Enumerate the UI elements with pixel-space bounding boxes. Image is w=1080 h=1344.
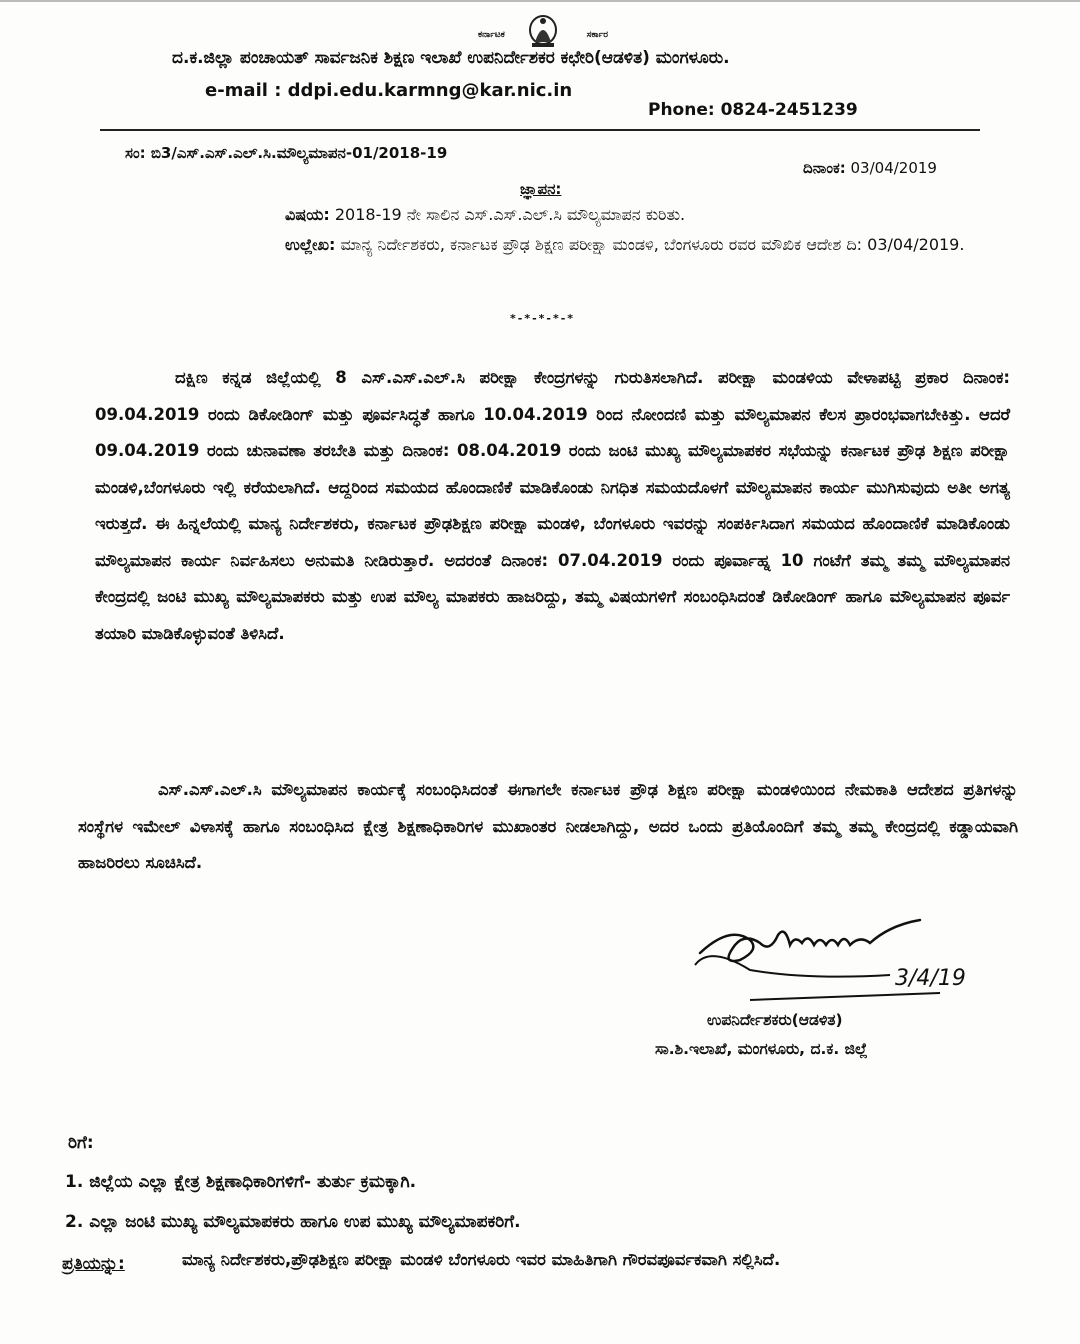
date-value: 03/04/2019: [850, 159, 937, 177]
handwritten-signature: [690, 905, 966, 1015]
office-phone: Phone: 0824-2451239: [648, 100, 858, 120]
recipient-item-1: 1. ಜಿಲ್ಲೆಯ ಎಲ್ಲಾ ಕ್ಷೇತ್ರ ಶಿಕ್ಷಣಾಧಿಕಾರಿಗಳಿಗೆ- ತುರ್ತು ಕ್ರಮಕ್ಕಾಗಿ.: [65, 1172, 417, 1192]
recipient-item-2: 2. ಎಲ್ಲಾ ಜಂಟಿ ಮುಖ್ಯ ಮೌಲ್ಯಮಾಪಕರು ಹಾಗೂ ಉಪ ಮುಖ್ಯ ಮೌಲ್ಯಮಾಪಕರಿಗೆ.: [65, 1212, 521, 1232]
copy-label: ಪ್ರತಿಯನ್ನು:: [62, 1254, 125, 1274]
office-name: ದ.ಕ.ಜಿಲ್ಲಾ ಪಂಚಾಯತ್ ಸಾರ್ವಜನಿಕ ಶಿಕ್ಷಣ ಇಲಾಖೆ ಉಪನಿರ್ದೇಶಕರ ಕಛೇರಿ(ಆಡಳಿತ) ಮಂಗಳೂರು.: [172, 48, 730, 68]
notice-title: ಜ್ಞಾಪನ:: [520, 180, 562, 198]
top-edge: [0, 0, 1080, 2]
body-paragraph-2: ಎಸ್.ಎಸ್.ಎಲ್.ಸಿ ಮೌಲ್ಯಮಾಪನ ಕಾರ್ಯಕ್ಕೆ ಸಂಬಂಧಿಸಿದಂತೆ ಈಗಾಗಲೇ ಕರ್ನಾಟಕ ಪ್ರೌಢ ಶಿಕ್ಷಣ ಪರೀಕ್ಷಾ ಮಂಡಳಿಯಿಂದ ನೇಮಕಾತಿ ಆದೇಶದ ಪ್ರತಿಗಳನ್ನು ಸಂಸ್ಥೆಗಳ ಇಮೇಲ್ ವಿಳಾಸಕ್ಕೆ ಹಾಗೂ ಸಂಬಂಧಿಸಿದ ಕ್ಷೇತ್ರ ಶಿಕ್ಷಣಾಧಿಕಾರಿಗಳ ಮುಖಾಂತರ ನೀಡಲಾಗಿದ್ದು, ಅದರ ಒಂದು ಪ್ರತಿಯೊಂದಿಗೆ ತಮ್ಮ ತಮ್ಮ ಕೇಂದ್ರದಲ್ಲಿ ಕಡ್ಡಾಯವಾಗಿ ಹಾಜರಿರಲು ಸೂಚಿಸಿದೆ.: [78, 780, 1018, 872]
reference-label: ಉಲ್ಲೇಖ:: [285, 235, 336, 254]
signatory-office: ಸಾ.ಶಿ.ಇಲಾಖೆ, ಮಂಗಳೂರು, ದ.ಕ. ಜಿಲ್ಲೆ: [655, 1040, 868, 1058]
reference-line: [285, 230, 965, 260]
reference-number: ಸಂ: ಬಿ3/ಎಸ್.ಎಸ್.ಎಲ್.ಸಿ.ಮೌಲ್ಯಮಾಪನ-01/2018-19: [125, 144, 448, 162]
emblem-right-text: ಸರ್ಕಾರ: [586, 30, 608, 40]
subject-block: [285, 200, 965, 260]
recipients-label: ರಿಗೆ:: [68, 1133, 94, 1153]
subject-line: [285, 200, 965, 230]
government-emblem: [478, 12, 608, 52]
header-divider: [100, 129, 980, 131]
signature-date: 3/4/19: [895, 966, 966, 991]
emblem-icon: [526, 12, 560, 50]
signatory-designation: ಉಪನಿರ್ದೇಶಕರು(ಆಡಳಿತ): [707, 1011, 843, 1029]
emblem-left-text: ಕರ್ನಾಟಕ: [478, 30, 505, 40]
copy-text: ಮಾನ್ಯ ನಿರ್ದೇಶಕರು,ಪ್ರೌಢಶಿಕ್ಷಣ ಪರೀಕ್ಷಾ ಮಂಡಳಿ ಬೆಂಗಳೂರು ಇವರ ಮಾಹಿತಿಗಾಗಿ ಗೌರವಪೂರ್ವಕವಾಗಿ ಸಲ್ಲಿಸಿದೆ.: [182, 1250, 781, 1269]
reference-text: ಮಾನ್ಯ ನಿರ್ದೇಶಕರು, ಕರ್ನಾಟಕ ಪ್ರೌಢ ಶಿಕ್ಷಣ ಪರೀಕ್ಷಾ ಮಂಡಳಿ, ಬೆಂಗಳೂರು ರವರ ಮೌಖಿಕ ಆದೇಶ ದಿ: 03/04/2019.: [340, 235, 965, 254]
separator: *-*-*-*-*: [510, 312, 576, 325]
subject-label: ವಿಷಯ:: [285, 205, 330, 224]
date-label: ದಿನಾಂಕ:: [803, 159, 846, 177]
subject-text: 2018-19 ನೇ ಸಾಲಿನ ಎಸ್.ಎಸ್.ಎಲ್.ಸಿ ಮೌಲ್ಯಮಾಪನ ಕುರಿತು.: [334, 205, 686, 224]
office-email: e-mail : ddpi.edu.karmng@kar.nic.in: [205, 80, 573, 101]
letter-date: [803, 159, 937, 177]
body-paragraph-1: ದಕ್ಷಿಣ ಕನ್ನಡ ಜಿಲ್ಲೆಯಲ್ಲಿ 8 ಎಸ್.ಎಸ್.ಎಲ್.ಸಿ ಪರೀಕ್ಷಾ ಕೇಂದ್ರಗಳನ್ನು ಗುರುತಿಸಲಾಗಿದೆ. ಪರೀಕ್ಷಾ ಮಂಡಳಿಯ ವೇಳಾಪಟ್ಟಿ ಪ್ರಕಾರ ದಿನಾಂಕ: 09.04.2019 ರಂದು ಡಿಕೋಡಿಂಗ್ ಮತ್ತು ಪೂರ್ವಸಿದ್ಧತೆ ಹಾಗೂ 10.04.2019 ರಿಂದ ನೋಂದಣಿ ಮತ್ತು ಮೌಲ್ಯಮಾಪನ ಕೆಲಸ ಪ್ರಾರಂಭವಾಗಬೇಕಿತ್ತು. ಆದರೆ 09.04.2019 ರಂದು ಚುನಾವಣಾ ತರಬೇತಿ ಮತ್ತು ದಿನಾಂಕ: 08.04.2019 ರಂದು ಜಂಟಿ ಮುಖ್ಯ ಮೌಲ್ಯಮಾಪಕರ ಸಭೆಯನ್ನು ಕರ್ನಾಟಕ ಪ್ರೌಢ ಶಿಕ್ಷಣ ಪರೀಕ್ಷಾ ಮಂಡಳಿ,ಬೆಂಗಳೂರು ಇಲ್ಲಿ ಕರೆಯಲಾಗಿದೆ. ಆದ್ದರಿಂದ ಸಮಯದ ಹೊಂದಾಣಿಕೆ ಮಾಡಿಕೊಂಡು ನಿಗಧಿತ ಸಮಯದೊಳಗೆ ಮೌಲ್ಯಮಾಪನ ಕಾರ್ಯ ಮುಗಿಸುವುದು ಅತೀ ಅಗತ್ಯ ಇರುತ್ತದೆ. ಈ ಹಿನ್ನಲೆಯಲ್ಲಿ ಮಾನ್ಯ ನಿರ್ದೇಶಕರು, ಕರ್ನಾಟಕ ಪ್ರೌಢಶಿಕ್ಷಣ ಪರೀಕ್ಷಾ ಮಂಡಳಿ, ಬೆಂಗಳೂರು ಇವರನ್ನು ಸಂಪರ್ಕಿಸಿದಾಗ ಸಮಯದ ಹೊಂದಾಣಿಕೆ ಮಾಡಿಕೊಂಡು ಮೌಲ್ಯಮಾಪನ ಕಾರ್ಯ ನಿರ್ವಹಿಸಲು ಅನುಮತಿ ನೀಡಿರುತ್ತಾರೆ. ಅದರಂತೆ ದಿನಾಂಕ: 07.04.2019 ರಂದು ಪೂರ್ವಾಹ್ನ 10 ಗಂಟೆಗೆ ತಮ್ಮ ತಮ್ಮ ಮೌಲ್ಯಮಾಪನ ಕೇಂದ್ರದಲ್ಲಿ ಜಂಟಿ ಮುಖ್ಯ ಮೌಲ್ಯಮಾಪಕರು ಮತ್ತು ಉಪ ಮೌಲ್ಯ ಮಾಪಕರು ಹಾಜರಿದ್ದು, ತಮ್ಮ ವಿಷಯಗಳಿಗೆ ಸಂಬಂಧಿಸಿದಂತೆ ಡಿಕೋಡಿಂಗ್ ಹಾಗೂ ಮೌಲ್ಯಮಾಪನ ಪೂರ್ವ ತಯಾರಿ ಮಾಡಿಕೊಳ್ಳುವಂತೆ ತಿಳಿಸಿದೆ.: [95, 368, 1010, 643]
